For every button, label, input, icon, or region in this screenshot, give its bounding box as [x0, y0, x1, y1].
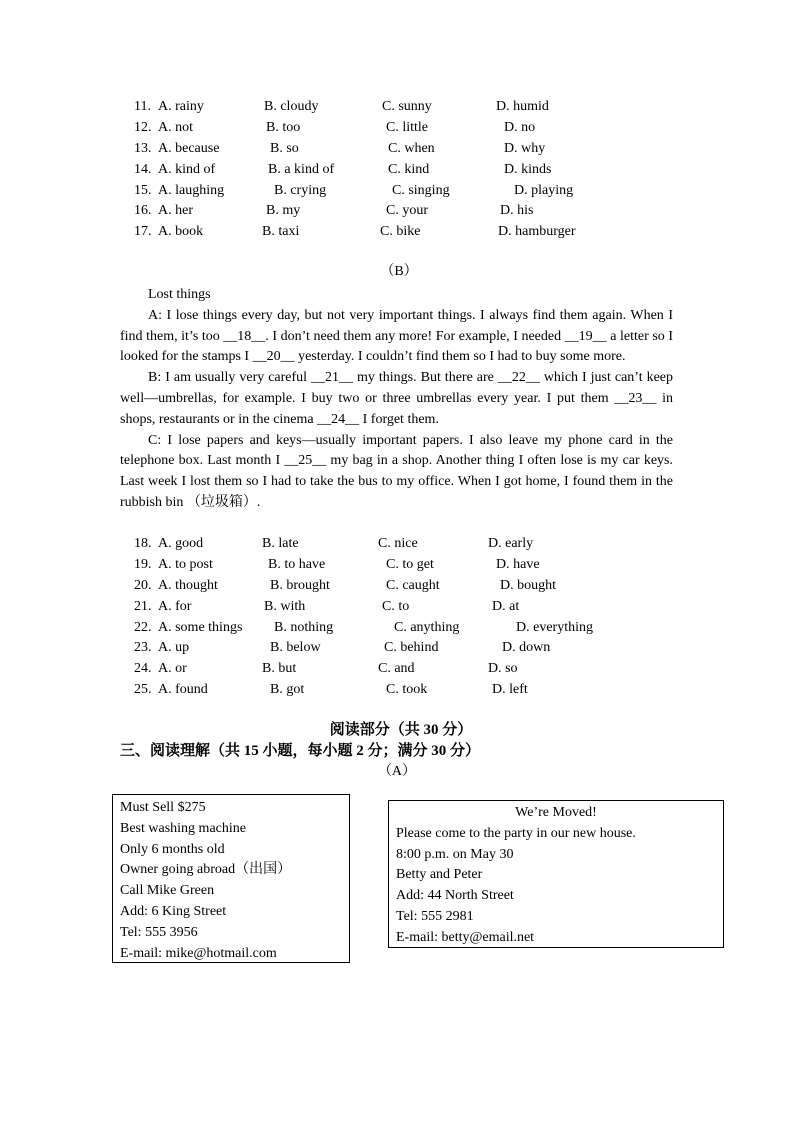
option-a: A. or — [158, 661, 187, 677]
option-a: A. rainy — [158, 99, 204, 114]
option-a: A. kind of — [158, 161, 216, 177]
question-number: 24. — [134, 661, 152, 677]
option-a: A. because — [158, 140, 220, 156]
question-number: 20. — [134, 577, 152, 593]
passage-paragraph-c: C: I lose papers and keys—usually important papers. I also leave my phone card in the telephone box. Last month I __25__ my bag in a shop. Another thing I often lose is my car keys. Last week I lost them so I had to take the bus to my office. When I got home, I found them in the rubbish bin （垃圾箱）. — [120, 432, 673, 510]
option-c: C. when — [388, 140, 435, 156]
option-b: B. late — [262, 536, 299, 551]
section-b-label: （B） — [380, 264, 418, 279]
option-d: D. left — [492, 682, 528, 698]
option-d: D. so — [488, 661, 518, 677]
option-c: C. caught — [386, 577, 440, 593]
option-d: D. playing — [514, 182, 574, 198]
ad-line: Must Sell $275 — [120, 800, 206, 815]
ad-line: E-mail: mike@hotmail.com — [120, 945, 277, 961]
option-d: D. his — [500, 203, 534, 219]
question-number: 11. — [134, 99, 151, 114]
option-c: C. behind — [384, 640, 439, 656]
reading-label-a: （A） — [377, 764, 417, 779]
option-b: B. with — [264, 598, 306, 614]
option-a: A. for — [158, 598, 192, 614]
question-number: 14. — [134, 161, 152, 177]
ad-line: Owner going abroad（出国） — [120, 862, 292, 878]
option-c: C. bike — [380, 224, 421, 240]
question-number: 16. — [134, 203, 152, 219]
option-d: D. humid — [496, 99, 549, 114]
passage-paragraph-a: A: I lose things every day, but not very important things. I always find them again. When I find them, it’s too __18__. I don’t need them any more! For example, I needed __19__ a letter so I looked for the stamps I __20__ yesterday. I couldn’t find them so I had to buy some more. — [120, 307, 673, 365]
option-a: A. her — [158, 203, 193, 219]
option-b: B. cloudy — [264, 99, 319, 114]
passage-paragraph-b: B: I am usually very careful __21__ my things. But there are __22__ which I just can’t keep well—umbrellas, for example. I buy two or three umbrellas every year. I put them __23__ in shops, restaurants or in the cinema __24__ I forget them. — [120, 370, 673, 427]
question-number: 15. — [134, 182, 152, 198]
ad-line: Call Mike Green — [120, 883, 215, 899]
question-number: 19. — [134, 556, 152, 572]
ad-line: Add: 6 King Street — [120, 903, 227, 919]
ad-line: Please come to the party in our new house. — [396, 825, 636, 841]
ad-line: Only 6 months old — [120, 841, 225, 857]
option-b: B. got — [270, 682, 305, 698]
question-number: 21. — [134, 598, 152, 614]
option-c: C. anything — [394, 619, 460, 635]
option-d: D. have — [496, 556, 540, 572]
option-b: B. taxi — [262, 224, 300, 240]
option-c: C. sunny — [382, 99, 432, 114]
option-b: B. my — [266, 203, 301, 219]
option-c: C. your — [386, 203, 428, 219]
option-a: A. laughing — [158, 182, 225, 198]
option-d: D. at — [492, 598, 520, 614]
ad-heading: We’re Moved! — [515, 805, 597, 820]
option-c: C. to — [382, 598, 410, 614]
option-d: D. no — [504, 119, 536, 135]
option-d: D. down — [502, 640, 551, 656]
question-number: 12. — [134, 119, 152, 135]
passage-title: Lost things — [148, 287, 211, 302]
reading-part-title: 阅读部分（共 30 分） — [329, 722, 473, 738]
option-b: B. to have — [268, 556, 326, 572]
option-d: D. early — [488, 536, 534, 551]
reading-section-title: 三、阅读理解（共 15 小题，每小题 2 分；满分 30 分） — [120, 743, 481, 759]
option-b: B. brought — [270, 577, 330, 593]
option-b: B. a kind of — [268, 161, 335, 177]
option-a: A. book — [158, 224, 204, 240]
passage-lost-things — [120, 285, 673, 514]
option-d: D. hamburger — [498, 224, 576, 240]
option-b: B. crying — [274, 182, 327, 198]
ad-line: Add: 44 North Street — [396, 888, 514, 904]
option-a: A. found — [158, 682, 208, 698]
option-a: A. thought — [158, 577, 218, 593]
option-c: C. little — [386, 119, 428, 135]
option-a: A. good — [158, 536, 204, 551]
option-c: C. nice — [378, 536, 418, 551]
option-b: B. nothing — [274, 619, 334, 635]
option-d: D. everything — [516, 619, 593, 635]
option-b: B. too — [266, 119, 301, 135]
ad-washing-machine — [112, 794, 350, 963]
question-number: 13. — [134, 140, 152, 156]
ad-line: Tel: 555 3956 — [120, 924, 198, 940]
ad-line: Betty and Peter — [396, 867, 483, 883]
question-number: 22. — [134, 619, 152, 635]
option-d: D. bought — [500, 577, 556, 593]
option-c: C. and — [378, 661, 415, 677]
option-d: D. why — [504, 140, 546, 156]
option-c: C. kind — [388, 161, 430, 177]
option-c: C. to get — [386, 556, 434, 572]
question-number: 17. — [134, 224, 152, 240]
option-c: C. singing — [392, 182, 450, 198]
ad-moved-party — [388, 800, 724, 948]
option-c: C. took — [386, 682, 428, 698]
option-b: B. but — [262, 661, 297, 677]
option-a: A. some things — [158, 619, 243, 635]
question-number: 25. — [134, 682, 152, 698]
question-number: 23. — [134, 640, 152, 656]
ad-line: Tel: 555 2981 — [396, 908, 474, 924]
question-number: 18. — [134, 536, 152, 551]
option-a: A. not — [158, 119, 193, 135]
option-a: A. up — [158, 640, 190, 656]
option-a: A. to post — [158, 556, 213, 572]
option-b: B. below — [270, 640, 321, 656]
option-b: B. so — [270, 140, 299, 156]
option-d: D. kinds — [504, 161, 552, 177]
ad-line: E-mail: betty@email.net — [396, 929, 535, 945]
ad-line: 8:00 p.m. on May 30 — [396, 846, 514, 862]
ad-line: Best washing machine — [120, 820, 246, 836]
